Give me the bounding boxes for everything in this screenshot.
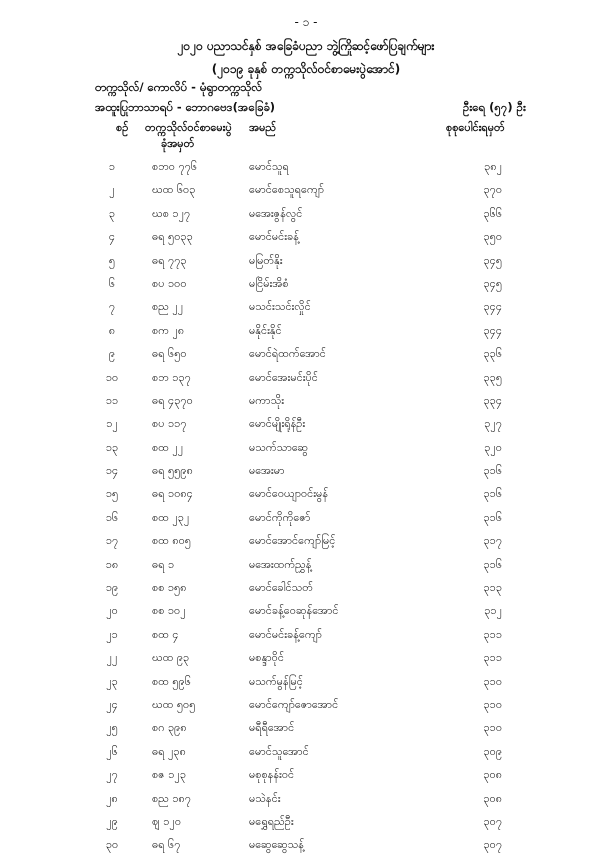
student-name: မောင်အောင်ကျော်မြင့် bbox=[249, 534, 336, 548]
total-marks: ၃၁၀ bbox=[483, 721, 502, 735]
reg-number: ဃထ ၉၃ bbox=[152, 651, 190, 665]
document-subtitle: (၂၀၁၉ ခုနှစ် တက္ကသိုလ်ဝင်စာမေးပွဲအောင်) bbox=[211, 62, 401, 76]
table-row bbox=[0, 483, 612, 506]
student-name: မစန္ဒာဝိုင် bbox=[249, 651, 284, 665]
total-marks: ၃၁၃ bbox=[483, 581, 502, 595]
row-number: ၁၉ bbox=[105, 581, 119, 595]
table-row bbox=[0, 671, 612, 694]
reg-number: စစ ၁၀၂ bbox=[152, 604, 186, 618]
table-row bbox=[0, 343, 612, 366]
reg-number: ဓရ ၁၀၈၄ bbox=[152, 487, 193, 501]
total-marks: ၃၈၂ bbox=[484, 160, 502, 173]
reg-number: စဂ ၃၉၈ bbox=[152, 721, 187, 735]
row-number: ၂၄ bbox=[106, 697, 118, 711]
total-marks: ၃၅၀ bbox=[483, 230, 502, 244]
total-marks: ၃၀၇ bbox=[483, 838, 502, 852]
total-marks: ၃၁၁ bbox=[483, 651, 502, 665]
column-header-name: အမည် bbox=[249, 121, 277, 134]
total-marks: ၃၃၅ bbox=[483, 370, 502, 384]
table-row bbox=[0, 834, 612, 857]
student-name: မသင်းသင်းလှိုင် bbox=[249, 300, 311, 314]
row-number: ၁၈ bbox=[105, 557, 119, 571]
table-row bbox=[0, 367, 612, 390]
reg-number: ဓရ ၅၀၃၃ bbox=[152, 230, 193, 244]
table-row bbox=[0, 296, 612, 319]
row-number: ၁၁ bbox=[105, 393, 119, 407]
reg-number: စထ ၂၂ bbox=[152, 440, 184, 454]
total-marks: ၃၄၄ bbox=[483, 300, 502, 314]
total-marks: ၃၁၀ bbox=[483, 674, 502, 688]
table-row bbox=[0, 507, 612, 530]
reg-number: စပ ၁၁၇ bbox=[152, 417, 187, 431]
row-number: ၁ bbox=[108, 160, 116, 173]
row-number: ၁၀ bbox=[105, 370, 119, 384]
total-marks: ၃၃၆ bbox=[483, 347, 502, 361]
table-row bbox=[0, 437, 612, 460]
table-row bbox=[0, 413, 612, 436]
row-number: ၂ bbox=[109, 183, 115, 197]
row-number: ၂၇ bbox=[106, 768, 118, 782]
student-name: မောင်ကျော်ဇောအောင် bbox=[249, 697, 339, 711]
table-row bbox=[0, 624, 612, 647]
total-marks: ၃၃၄ bbox=[483, 393, 502, 407]
total-marks: ၃၀၈ bbox=[483, 768, 502, 782]
student-name: မောင်ကိုကိုဇော် bbox=[249, 510, 311, 524]
student-name: မောင်ရဲထက်အောင် bbox=[249, 347, 326, 361]
reg-number: ဓရ ၆၇ bbox=[152, 838, 181, 852]
total-marks: ၃၀၈ bbox=[483, 791, 502, 805]
table-row bbox=[0, 203, 612, 226]
total-marks: ၃၄၅ bbox=[483, 276, 502, 290]
total-marks: ၃၁၆ bbox=[483, 510, 502, 524]
table-row bbox=[0, 156, 612, 179]
row-number: ၂၂ bbox=[106, 651, 118, 665]
row-number: ၂၀ bbox=[106, 604, 118, 618]
table-row bbox=[0, 741, 612, 764]
total-marks: ၃၁၇ bbox=[483, 534, 502, 548]
row-number: ၅ bbox=[108, 253, 116, 267]
reg-number: စစ ၁၅၈ bbox=[152, 581, 187, 595]
reg-number: စထ ၂၃၂ bbox=[152, 510, 190, 524]
reg-number: စဘ ၁၃၇ bbox=[152, 370, 191, 384]
results-table bbox=[0, 156, 612, 858]
row-number: ၂၉ bbox=[106, 814, 118, 828]
row-number: ၄ bbox=[108, 230, 116, 244]
total-marks: ၃၂၇ bbox=[484, 417, 502, 431]
reg-number: ဓရ ၅၅၉၈ bbox=[152, 464, 193, 478]
student-name: မောင်အေးမင်းပိုင် bbox=[249, 370, 318, 384]
total-marks: ၃၁၆ bbox=[483, 464, 502, 478]
table-row bbox=[0, 764, 612, 787]
page-number: - ၁ - bbox=[294, 15, 318, 29]
table-row bbox=[0, 460, 612, 483]
student-name: မမြတ်နိုး bbox=[249, 253, 283, 267]
reg-number: စက ၂၈ bbox=[152, 323, 185, 337]
row-number: ၁၆ bbox=[105, 510, 119, 524]
reg-number: ဃထ ၆၀၃ bbox=[152, 183, 196, 197]
total-marks: ၃၄၅ bbox=[483, 253, 502, 267]
total-marks: ၃၁၁ bbox=[483, 627, 502, 641]
reg-number: ဃထ ၅၀၅ bbox=[152, 697, 196, 711]
reg-number: စဇ ၁၂၃ bbox=[152, 768, 187, 782]
table-row bbox=[0, 788, 612, 811]
student-name: မောင်ခန့်ဝေဆုန်အောင် bbox=[249, 604, 339, 618]
table-row bbox=[0, 226, 612, 249]
table-row bbox=[0, 647, 612, 670]
total-marks: ၃၄၄ bbox=[483, 323, 502, 337]
student-name: မကာသိုး bbox=[249, 393, 284, 407]
student-name: မသက်မွန်မြင့် bbox=[249, 674, 303, 688]
student-name: မစုစုနန်းဝင် bbox=[249, 768, 295, 782]
total-marks: ၃၁၆ bbox=[483, 557, 502, 571]
row-number: ၁၃ bbox=[105, 440, 119, 454]
reg-number: ဈ ၁၂၀ bbox=[152, 814, 182, 828]
table-row bbox=[0, 554, 612, 577]
student-name: မသက်သာဆွေ bbox=[249, 440, 309, 454]
student-name: မောင်မင်းခန့်ကျော် bbox=[249, 627, 322, 641]
row-number: ၂၈ bbox=[106, 791, 118, 805]
row-number: ၂၅ bbox=[106, 721, 118, 735]
student-name: မရီရီအောင် bbox=[249, 721, 295, 735]
total-marks: ၃၀၇ bbox=[483, 814, 502, 828]
column-header-reg-line2: ခုံအမှတ် bbox=[161, 137, 195, 150]
row-number: ၆ bbox=[108, 276, 116, 290]
student-name: မဆွေဆွေသန့် bbox=[249, 838, 304, 852]
count-line: ဦးရေ (၅၇) ဦး bbox=[463, 100, 526, 114]
student-name: မောင်ခေါင်သတ် bbox=[249, 581, 313, 595]
table-row bbox=[0, 600, 612, 623]
total-marks: ၃၇၀ bbox=[483, 183, 502, 197]
reg-number: စထ ၈၀၅ bbox=[152, 534, 191, 548]
table-row bbox=[0, 717, 612, 740]
reg-number: စထ ၅၉၆ bbox=[152, 674, 191, 688]
student-name: မနိုင်းနိုင် bbox=[249, 323, 282, 337]
table-row bbox=[0, 179, 612, 202]
document-title: ၂၀၂၀ ပညာသင်နှစ် အခြေခံပညာ ဘွဲ့ကြိုဆင့်ဖော်ပြချက်များ bbox=[177, 39, 435, 53]
total-marks: ၃၁၆ bbox=[483, 487, 502, 501]
column-header-marks: စုစုပေါင်းရမှတ် bbox=[446, 121, 505, 134]
total-marks: ၃၁၂ bbox=[484, 604, 502, 618]
reg-number: ဓရ ၆၅၀ bbox=[152, 347, 187, 361]
row-number: ၁၄ bbox=[105, 464, 119, 478]
table-row bbox=[0, 811, 612, 834]
reg-number: စဘဝ ၇၇၆ bbox=[152, 160, 198, 173]
student-name: မအေးထက်ညွှန့် bbox=[249, 557, 312, 571]
reg-number: ဓရ ၇၇၃ bbox=[152, 253, 187, 267]
table-row bbox=[0, 320, 612, 343]
student-name: မအေးဇွန်လွင် bbox=[249, 206, 303, 220]
reg-number: ဓရ ၄၃၇၀ bbox=[152, 393, 193, 407]
student-name: မအေးမာ bbox=[249, 464, 285, 478]
total-marks: ၃၆၆ bbox=[483, 206, 502, 220]
student-name: မောင်မင်းခန့် bbox=[249, 230, 299, 244]
reg-number: ဓရ ၂၃၈ bbox=[152, 744, 186, 758]
row-number: ၁၂ bbox=[106, 417, 118, 431]
student-name: မောင်သူအောင် bbox=[249, 744, 309, 758]
row-number: ၂၁ bbox=[106, 627, 118, 641]
student-name: မောင်စေသူရကျော် bbox=[249, 183, 324, 197]
student-name: မသဲနင်း bbox=[249, 791, 281, 805]
total-marks: ၃၂၀ bbox=[484, 440, 502, 454]
column-header-reg: တက္ကသိုလ်ဝင်စာမေးပွဲ bbox=[145, 121, 232, 134]
reg-number: စည ၂၂ bbox=[152, 300, 184, 314]
student-name: မငြိမ်းအိစံ bbox=[249, 276, 289, 290]
table-row bbox=[0, 390, 612, 413]
university-line: တက္ကသိုလ်/ ကောလိပ် - မုံရွာတက္ကသိုလ် bbox=[95, 80, 263, 94]
reg-number: စပ ၁၀၀ bbox=[152, 276, 187, 290]
row-number: ၁၅ bbox=[105, 487, 119, 501]
row-number: ၂၆ bbox=[106, 744, 118, 758]
row-number: ၇ bbox=[108, 300, 116, 314]
reg-number: ဃစ ၁၂၇ bbox=[152, 206, 191, 220]
table-row bbox=[0, 273, 612, 296]
table-row bbox=[0, 250, 612, 273]
total-marks: ၃၀၉ bbox=[483, 744, 502, 758]
reg-number: စထ ၄ bbox=[152, 627, 179, 641]
row-number: ၂၃ bbox=[106, 674, 118, 688]
row-number: ၈ bbox=[108, 323, 116, 337]
column-header-no: စဉ် bbox=[116, 121, 129, 134]
reg-number: စည ၁၈၇ bbox=[152, 791, 191, 805]
reg-number: ဓရ ၁ bbox=[152, 557, 175, 571]
table-row bbox=[0, 694, 612, 717]
table-row bbox=[0, 530, 612, 553]
student-name: မောင်မျိုးရိုန်ဦး bbox=[249, 417, 306, 431]
table-row bbox=[0, 577, 612, 600]
row-number: ၃၀ bbox=[105, 838, 119, 852]
student-name: မရွှေရည်ဦး bbox=[249, 814, 294, 828]
total-marks: ၃၁၀ bbox=[483, 697, 502, 711]
student-name: မောင်သူရ bbox=[249, 160, 289, 173]
row-number: ၁၇ bbox=[105, 534, 119, 548]
row-number: ၃ bbox=[108, 206, 116, 220]
subject-line: အထူးပြုဘာသာရပ် - ဘောဂဗေဒ(အခြေခံ) bbox=[95, 100, 276, 114]
row-number: ၉ bbox=[108, 347, 116, 361]
student-name: မောင်ဝေယျာဝင်းမွန် bbox=[249, 487, 329, 501]
